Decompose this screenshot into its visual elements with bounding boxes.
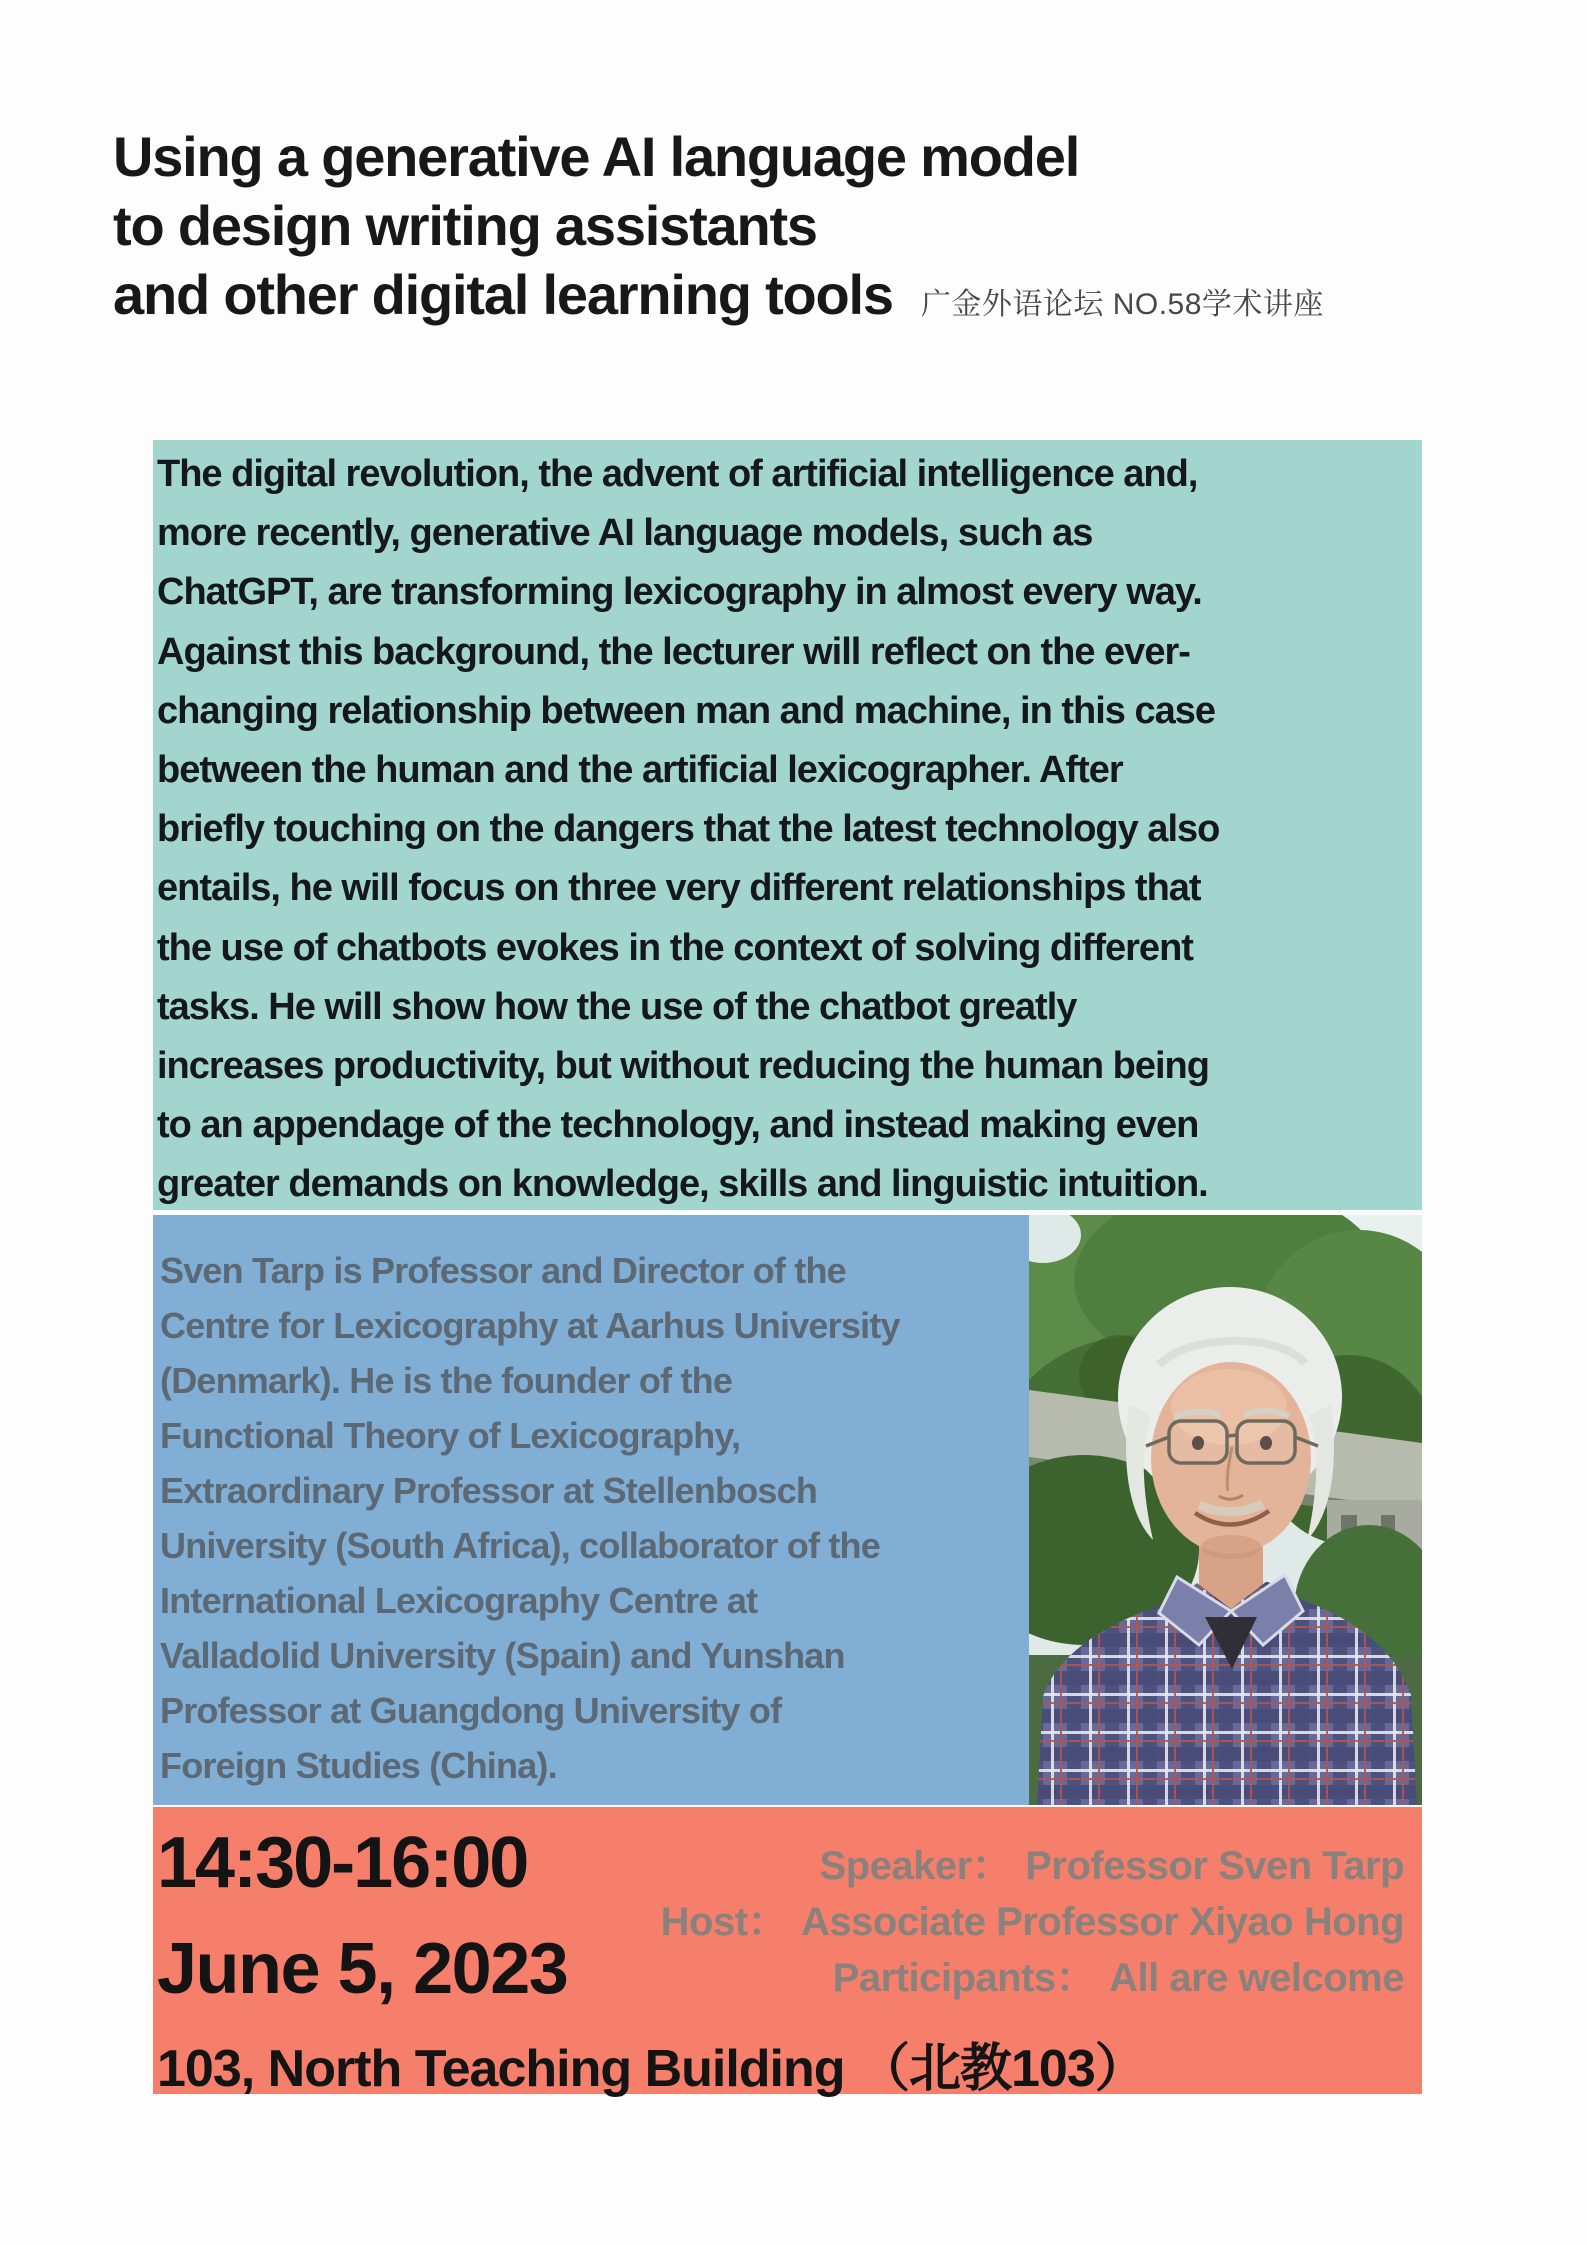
host-row	[661, 1894, 1404, 1950]
abstract-line: ChatGPT, are transforming lexicography in almost every way.	[157, 571, 1202, 614]
participants-value: All are welcome	[1109, 1956, 1404, 2000]
abstract-line: entails, he will focus on three very different relationships that	[157, 867, 1201, 910]
abstract-line: tasks. He will show how the use of the chatbot greatly	[157, 985, 1077, 1028]
bio-line: Valladolid University (Spain) and Yunshan	[160, 1635, 845, 1676]
speaker-label: Speaker：	[819, 1844, 1012, 1888]
forum-series-tag: 广金外语论坛 NO.58学术讲座	[920, 288, 1324, 321]
abstract-line: The digital revolution, the advent of artificial intelligence and,	[157, 453, 1198, 495]
title-block	[113, 122, 1324, 339]
speaker-row	[661, 1838, 1404, 1894]
poster-title-line-3-text: and other digital learning tools	[113, 263, 893, 326]
abstract-line: increases productivity, but without reducing the human being	[157, 1045, 1209, 1088]
poster-title-line-3	[113, 260, 1324, 339]
bio-line: University (South Africa), collaborator of the	[160, 1525, 880, 1566]
speaker-bio	[160, 1243, 1025, 1793]
bio-line: (Denmark). He is the founder of the	[160, 1360, 733, 1401]
abstract-line: changing relationship between man and machine, in this case	[157, 689, 1216, 732]
abstract-line: greater demands on knowledge, skills and linguistic intuition.	[157, 1163, 1208, 1206]
bio-line: Centre for Lexicography at Aarhus University	[160, 1305, 900, 1346]
abstract-line: briefly touching on the dangers that the latest technology also	[157, 808, 1220, 851]
speaker-value: Professor Sven Tarp	[1025, 1844, 1404, 1888]
abstract-line: the use of chatbots evokes in the context of solving different	[157, 926, 1193, 969]
bio-panel	[153, 1215, 1422, 1805]
abstract-line: to an appendage of the technology, and instead making even	[157, 1104, 1199, 1147]
lecture-time: 14:30-16:00	[157, 1823, 528, 1903]
bio-line: Professor at Guangdong University of	[160, 1690, 782, 1731]
speaker-photo	[1029, 1215, 1422, 1805]
poster-title-line-1: Using a generative AI language model	[113, 125, 1080, 188]
bio-line: Functional Theory of Lexicography,	[160, 1415, 741, 1456]
abstract-line: Against this background, the lecturer will reflect on the ever-	[157, 630, 1190, 673]
poster-title-line-2: to design writing assistants	[113, 194, 817, 257]
lecture-date: June 5, 2023	[157, 1929, 568, 2009]
bio-line: Sven Tarp is Professor and Director of the	[160, 1250, 846, 1291]
lecture-meta	[661, 1838, 1404, 2006]
host-label: Host：	[660, 1900, 788, 1944]
bio-line: International Lexicography Centre at	[160, 1580, 758, 1621]
abstract-line: more recently, generative AI language models, such as	[157, 512, 1093, 555]
participants-row	[661, 1950, 1404, 2006]
bio-line: Foreign Studies (China).	[160, 1745, 557, 1786]
host-value: Associate Professor Xiyao Hong	[801, 1900, 1404, 1944]
lecture-location: 103, North Teaching Building （北教103）	[157, 2040, 1146, 2098]
bio-line: Extraordinary Professor at Stellenbosch	[160, 1470, 818, 1511]
abstract-line: between the human and the artificial lexicographer. After	[157, 749, 1123, 792]
abstract-panel	[153, 440, 1422, 1210]
speaker-photo-illustration	[1029, 1215, 1422, 1805]
participants-label: Participants：	[832, 1956, 1096, 2000]
